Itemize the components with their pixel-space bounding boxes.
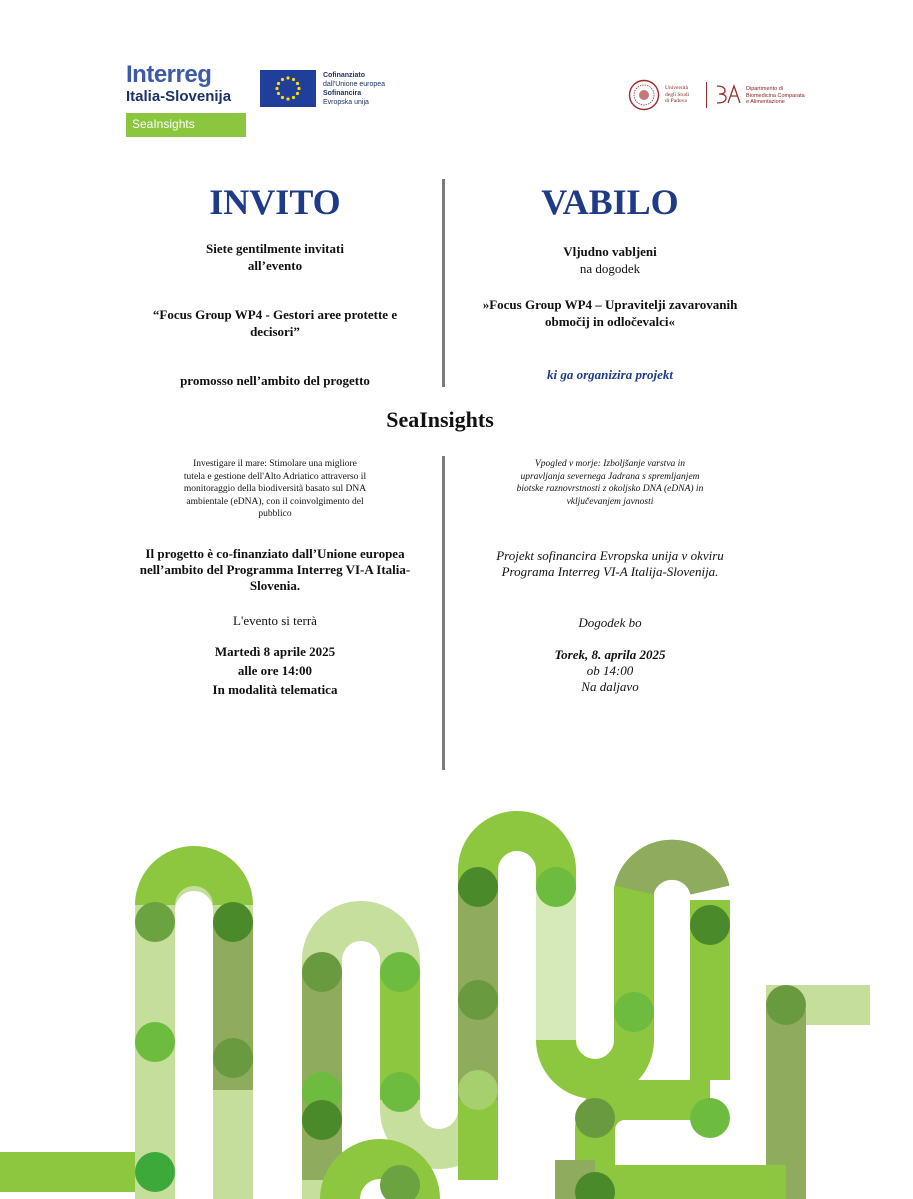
seainsights-badge: SeaInsights (126, 113, 246, 137)
it-desc-line: Investigare il mare: Stimolare una migliore (193, 459, 357, 469)
cofin-line: Evropska unija (323, 99, 369, 106)
dept-line: e Alimentazione (746, 99, 785, 105)
it-promoted: promosso nell’ambito del progetto (180, 373, 370, 388)
interreg-program-name: Italia-Slovenija (126, 88, 232, 105)
it-invited-line1: Siete gentilmente invitati (206, 241, 344, 256)
it-cofin-line: Slovenia. (249, 578, 301, 593)
sl-event-mode: Na daljavo (581, 679, 639, 694)
sl-desc-line: Vpogled v morje: Izboljšanje varstva in (534, 459, 686, 469)
column-divider-bottom (442, 456, 445, 770)
interreg-wordmark: Interreg (126, 61, 212, 88)
sl-focus-line2: območij in odločevalci« (545, 314, 675, 329)
it-event-date: Martedì 8 aprile 2025 (214, 644, 336, 659)
sl-event-date: Torek, 8. aprila 2025 (554, 647, 666, 662)
it-event-intro: L'evento si terrà (233, 613, 317, 628)
unipd-line: degli Studi (665, 91, 689, 98)
sl-cofin-line: Programa Interreg VI-A Italija-Slovenija. (501, 564, 719, 579)
it-event-time: alle ore 14:00 (237, 663, 313, 678)
logo-separator (706, 82, 707, 108)
unipd-line: di Padova (665, 98, 687, 104)
it-cofin-line: Il progetto è co-finanziato dall’Unione europea (145, 546, 405, 561)
eu-flag-icon (260, 70, 316, 107)
sl-description (470, 458, 750, 508)
sl-desc-line: vključevanjem javnosti (566, 496, 654, 507)
it-heading: INVITO (209, 182, 341, 222)
interreg-logo (126, 62, 251, 106)
it-focus-line1: “Focus Group WP4 - Gestori aree protette e (152, 307, 398, 322)
sl-invited (460, 243, 760, 277)
sl-desc-line: biotske raznovrstnosti z okoljsko DNA (eDNA) in (516, 484, 704, 494)
dept-line: Dipartimento di (746, 86, 783, 92)
it-focus-title (115, 306, 435, 340)
it-desc-line: pubblico (258, 509, 292, 519)
sl-event-intro: Dogodek bo (578, 615, 642, 630)
sl-promoted: ki ga organizira projekt (546, 367, 674, 382)
it-event-mode: In modalità telematica (212, 682, 338, 697)
sl-cofin-line: Projekt sofinancira Evropska unija v okviru (496, 548, 724, 563)
unipd-label (665, 85, 689, 105)
it-desc-line: tutela e gestione dell'Alto Adriatico attraverso il (183, 471, 367, 482)
it-description (140, 458, 410, 521)
it-invited (125, 240, 425, 274)
sl-focus-title (450, 296, 770, 330)
it-invited-line2: all’evento (247, 258, 303, 273)
sl-desc-line: upravljanja severnega Jadrana s spremljanjem (520, 471, 700, 482)
it-desc-line: monitoraggio della biodiversità basato sul DNA (183, 484, 367, 494)
sl-event-time: ob 14:00 (586, 663, 634, 678)
it-event-details (125, 642, 425, 699)
department-label (746, 86, 805, 106)
sl-event-details (460, 647, 760, 695)
sl-invited-line1: Vljudno vabljeni (563, 244, 657, 259)
cofin-line: Sofinancira (323, 90, 362, 97)
sl-cofinancing (450, 548, 770, 580)
decorative-green-ribbons (0, 800, 913, 1199)
cofin-line: dall'Unione europea (323, 81, 386, 88)
it-cofinancing (110, 546, 440, 594)
dept-line: Biomedicina Comparata (746, 92, 805, 99)
sl-invited-line2: na dogodek (579, 261, 641, 276)
bca-logo-icon (714, 83, 742, 105)
it-focus-line2: decisori” (250, 324, 300, 339)
sl-heading: VABILO (541, 182, 679, 222)
it-cofin-line: nell’ambito del Programma Interreg VI-A Italia- (139, 562, 411, 577)
it-desc-line: ambientale (eDNA), con il coinvolgimento del (186, 496, 364, 507)
project-name: SeaInsights (386, 407, 494, 432)
cofin-line: Cofinanziato (323, 72, 365, 79)
column-divider-top (442, 179, 445, 387)
unipd-seal-icon (628, 79, 660, 111)
unipd-line: Università (665, 85, 688, 91)
sl-focus-line1: »Focus Group WP4 – Upravitelji zavarovanih (482, 297, 738, 312)
cofinancing-label (323, 71, 385, 107)
